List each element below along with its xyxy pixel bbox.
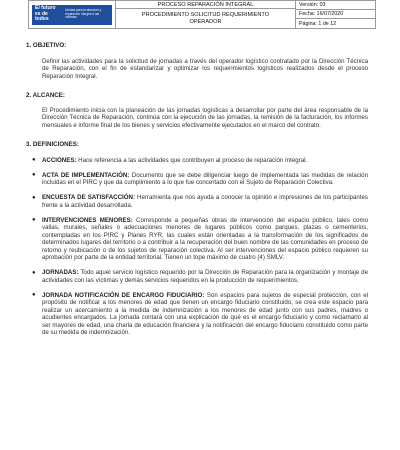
bullet-icon: ● — [32, 157, 36, 164]
header-title-cell — [116, 0, 296, 29]
definition-term: INTERVENCIONES MENORES: — [42, 216, 133, 224]
definition-text: Hace referencia a las actividades que contribuyen al proceso de reparación Integral. — [76, 156, 308, 164]
definition-term: JORNADAS: — [42, 269, 79, 276]
section-definiciones — [26, 141, 368, 337]
list-item — [26, 157, 368, 165]
definition-text: Documento que se debe diligenciar luego de implementada las medidas de relación incluidas en el PIRC y que da cumplimiento a lo que fue concertado con el Sujeto de Reparación Colectiva. — [42, 171, 368, 186]
process-name: PROCESO REPARACIÓN INTEGRAL — [116, 0, 296, 9]
logo-line-1: El futuro es de todos — [35, 5, 56, 23]
definition-text: Son espacios para sujetos de especial protección, con el propósito de notificar a los menores de edad que tienen un encargo fiduciario constituido, se crea este espacio para realizar un acercamiento a la medida de indemnización a los menores de edad junto con sus padres, madres o acudientes encargados. La jornada contará con una explicación de qué es el encargo fiduciario y como reclamarlo al ser mayores de edad, una charla de educación financiera y la notificación del encargo fiduciario constituido como parte de su medida de indemnización. — [42, 291, 368, 336]
list-item — [26, 172, 368, 187]
header-meta-cell — [296, 0, 376, 29]
section-objetivo — [26, 42, 368, 80]
procedure-name: PROCEDIMIENTO SOLICITUD REQUERIMIENTO OPERADOR — [116, 9, 296, 29]
list-item — [26, 292, 368, 337]
list-item — [26, 217, 368, 262]
section-paragraph: Definir las actividades para la solicitud de jornadas a través del operador logístico contratado por la Dirección Técnica de Reparación, con el fin de estandarizar y optimizar los requerimientos logísticos realizados desde el proceso Reparación Integral. — [42, 57, 368, 80]
page-label: Página: 1 de 12 — [296, 19, 376, 29]
section-paragraph: El Procedimiento inicia con la planeación de las jornadas logísticas a desarrollar por parte del área responsable de la Dirección Técnica de Reparación, continúa con la ejecución de las jornadas, la remisión de la facturación, los informes mensuales e informe final de los bienes y servicios efectivamente ejecutados en el marco del contrato. — [42, 106, 368, 129]
definition-term: JORNADA NOTIFICACIÓN DE ENCARGO FIDUCIARIO: — [42, 291, 205, 299]
definition-term: ACTA DE IMPLEMENTACIÓN: — [42, 171, 130, 179]
definition-text: Todo aquel servicio logístico requerido por la Dirección de Reparación para la organización y montaje de actividades con las víctimas y demás servicios requeridos en la producción de requerimientos. — [42, 269, 368, 284]
bullet-icon: ● — [32, 217, 36, 224]
bullet-icon: ● — [32, 269, 36, 276]
document-body — [26, 42, 368, 344]
definition-term: ACCIONES: — [42, 156, 77, 164]
bullet-icon: ● — [32, 172, 36, 179]
logo-cell — [28, 0, 116, 29]
date-label: Fecha: 16/07/2020 — [296, 10, 376, 20]
definition-text: Herramienta que nos ayuda a conocer la opinión e impresiones de los participantes frente a la actividad desarrollada. — [42, 194, 368, 209]
section-title: 1. OBJETIVO: — [26, 42, 67, 49]
bullet-icon: ● — [32, 292, 36, 299]
institution-logo — [32, 5, 112, 25]
section-title: 2. ALCANCE: — [26, 92, 65, 99]
list-item — [26, 194, 368, 209]
logo-line-2: Unidad para la atención y reparación integral a las víctimas — [65, 7, 102, 20]
version-label: Versión: 03 — [296, 0, 376, 10]
definitions-list — [26, 157, 368, 337]
definition-term: ENCUESTA DE SATISFACCIÓN: — [42, 194, 135, 201]
document-header — [28, 0, 376, 29]
section-title: 3. DEFINICIONES: — [26, 141, 79, 148]
definition-text: Corresponde a pequeñas obras de intervención del espacio público, tales como vallas, murales, señales o adecuaciones menores de lugares públicos como parques, plazas o cementerios, contempladas en los PIRC y Planes RYR, las cuales están orientadas a la transformación de los significados de determinados lugares del territorio o a contribuir a la recuperación del buen nombre de las comunidades en proceso de retorno y reubicación o de los sujetos de reparación colectiva. Al ser intervenciones del espacio público requieren su aprobación por parte de la entidad territorial. Tienen un tope máximo de cuatro (4) SMLV. — [42, 216, 368, 261]
list-item — [26, 269, 368, 284]
section-alcance — [26, 92, 368, 129]
bullet-icon: ● — [32, 194, 36, 201]
